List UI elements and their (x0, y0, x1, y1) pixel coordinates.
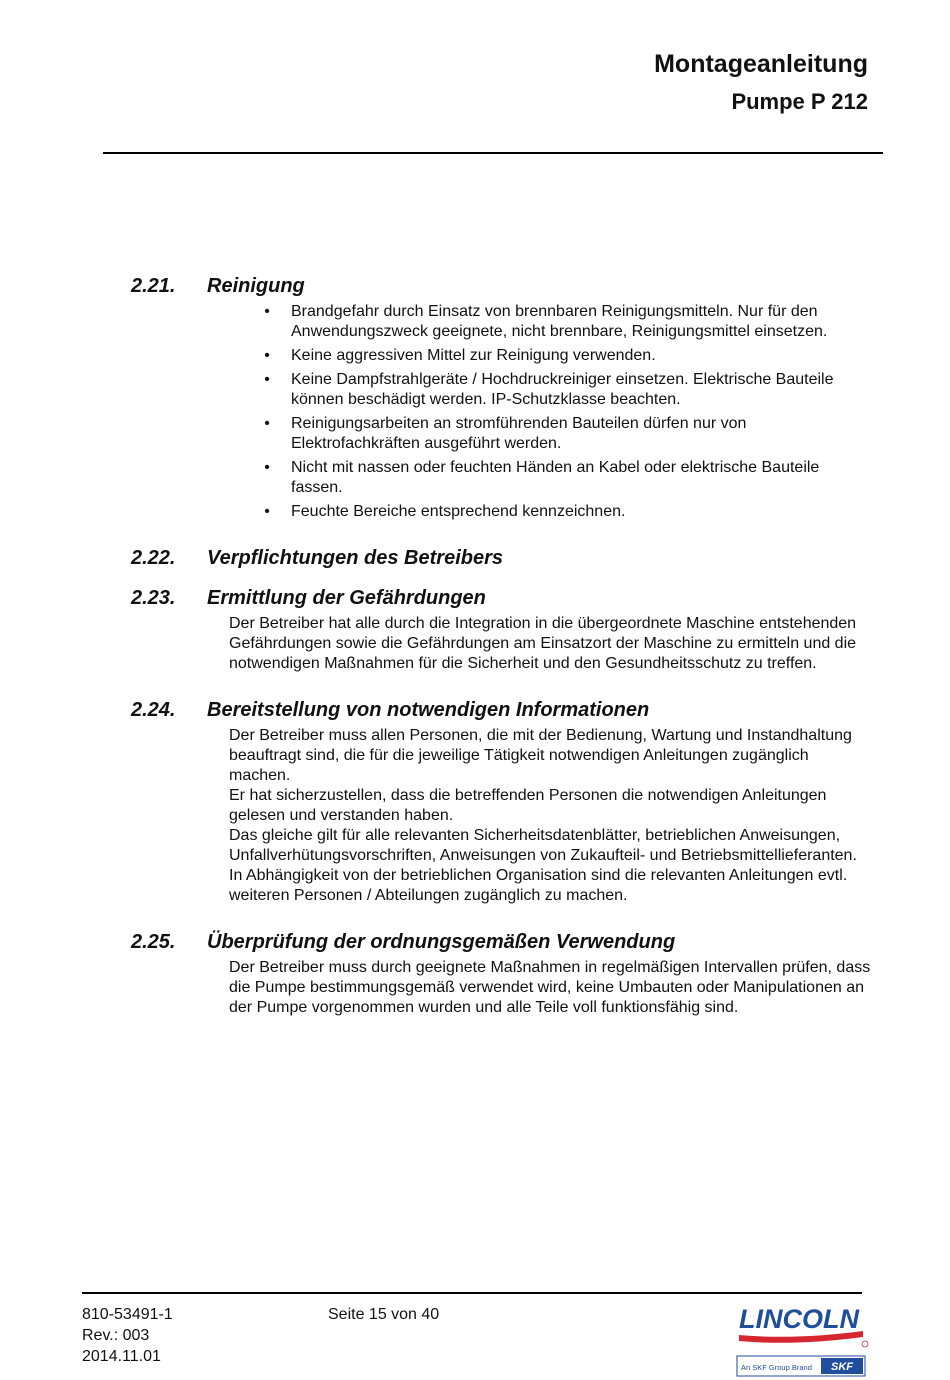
section-heading (131, 544, 871, 572)
bullet-icon: • (264, 459, 270, 476)
list-item (261, 370, 871, 410)
section-number: 2.22. (131, 547, 176, 569)
bullet-icon: • (264, 347, 270, 364)
page-number: Seite 15 von 40 (328, 1306, 440, 1323)
section-heading (131, 928, 871, 956)
bullet-icon: • (264, 503, 270, 520)
section-title: Überprüfung der ordnungsgemäßen Verwendung (207, 931, 676, 953)
section-heading (131, 584, 871, 612)
paragraph: Der Betreiber muss durch geeignete Maßnahmen in regelmäßigen Intervallen prüfen, dass die Pumpe bestimmungsgemäß verwendet wird, keine Umbauten oder Manipulationen an der Pumpe vorgenommen wurden und alle Teile voll funktionsfähig sind. (229, 959, 871, 1016)
bullet-icon: • (264, 415, 270, 432)
section-number: 2.25. (131, 931, 176, 953)
section-title: Reinigung (207, 275, 305, 297)
document-title: Montageanleitung (654, 50, 868, 78)
list-item (261, 414, 871, 454)
section-informationen (131, 696, 871, 906)
section-gefaehrdungen (131, 584, 871, 674)
section-number: 2.23. (131, 587, 176, 609)
bullet-list (131, 302, 871, 522)
list-item-text: Brandgefahr durch Einsatz von brennbaren Reinigungsmitteln. Nur für den Anwendungszweck geeignete, nicht brennbare, Reinigungsmittel einsetzen. (291, 303, 828, 340)
lincoln-logo (735, 1302, 869, 1380)
skf-text: SKF (831, 1361, 853, 1373)
section-heading (131, 272, 871, 300)
section-body (229, 726, 871, 906)
list-item-text: Feuchte Bereiche entsprechend kennzeichnen. (291, 503, 626, 520)
doc-number: 810-53491-1 (82, 1306, 173, 1323)
footer-meta (82, 1304, 173, 1367)
paragraph: Der Betreiber hat alle durch die Integration in die übergeordnete Maschine entstehenden Gefährdungen sowie die Gefährdungen am Einsatzort der Maschine zu ermitteln und die notwendigen Maßnahmen für die Sicherheit und den Gesundheitsschutz zu treffen. (229, 615, 857, 672)
paragraph: Er hat sicherzustellen, dass die betreffenden Personen die notwendigen Anleitungen gelesen und verstanden haben. (229, 787, 827, 824)
list-item-text: Keine aggressiven Mittel zur Reinigung verwenden. (291, 347, 656, 364)
bullet-icon: • (264, 303, 270, 320)
list-item (261, 346, 871, 366)
logo-text: LINCOLN (739, 1304, 859, 1334)
list-item (261, 302, 871, 342)
section-reinigung (131, 272, 871, 522)
section-body (229, 614, 871, 674)
list-item-text: Nicht mit nassen oder feuchten Händen an Kabel oder elektrische Bauteile fassen. (291, 459, 820, 496)
paragraph: Der Betreiber muss allen Personen, die mit der Bedienung, Wartung und Instandhaltung beauftragt sind, die für die jeweilige Tätigkeit notwendigen Anleitungen zugänglich machen. (229, 727, 852, 784)
list-item-text: Reinigungsarbeiten an stromführenden Bauteilen dürfen nur von Elektrofachkräften ausgeführt werden. (291, 415, 747, 452)
list-item (261, 458, 871, 498)
section-body (229, 958, 871, 1018)
doc-date: 2014.11.01 (82, 1348, 161, 1365)
bullet-icon: • (264, 371, 270, 388)
list-item (261, 502, 871, 522)
registered-icon (862, 1341, 868, 1347)
section-title: Verpflichtungen des Betreibers (207, 547, 503, 569)
paragraph: Das gleiche gilt für alle relevanten Sicherheitsdatenblätter, betrieblichen Anweisungen, Unfallverhütungsvorschriften, Anweisungen von Zukaufteil- und Betriebsmittellieferanten. (229, 827, 857, 864)
list-item-text: Keine Dampfstrahlgeräte / Hochdruckreiniger einsetzen. Elektrische Bauteile können beschädigt werden. IP-Schutzklasse beachten. (291, 371, 834, 408)
section-verpflichtungen (131, 544, 871, 572)
section-number: 2.24. (131, 699, 176, 721)
revision: Rev.: 003 (82, 1327, 150, 1344)
section-verwendung (131, 928, 871, 1018)
section-title: Ermittlung der Gefährdungen (207, 587, 486, 609)
paragraph: In Abhängigkeit von der betrieblichen Organisation sind die relevanten Anleitungen evtl. weiteren Personen / Abteilungen zugänglich zu machen. (229, 867, 848, 904)
document-subtitle: Pumpe P 212 (731, 89, 868, 114)
section-title: Bereitstellung von notwendigen Informationen (207, 699, 650, 721)
footer-divider (82, 1292, 862, 1294)
main-content (131, 272, 871, 1040)
header-divider (103, 152, 883, 154)
section-number: 2.21. (131, 275, 176, 297)
section-heading (131, 696, 871, 724)
logo-tagline: An SKF Group Brand (741, 1363, 812, 1372)
